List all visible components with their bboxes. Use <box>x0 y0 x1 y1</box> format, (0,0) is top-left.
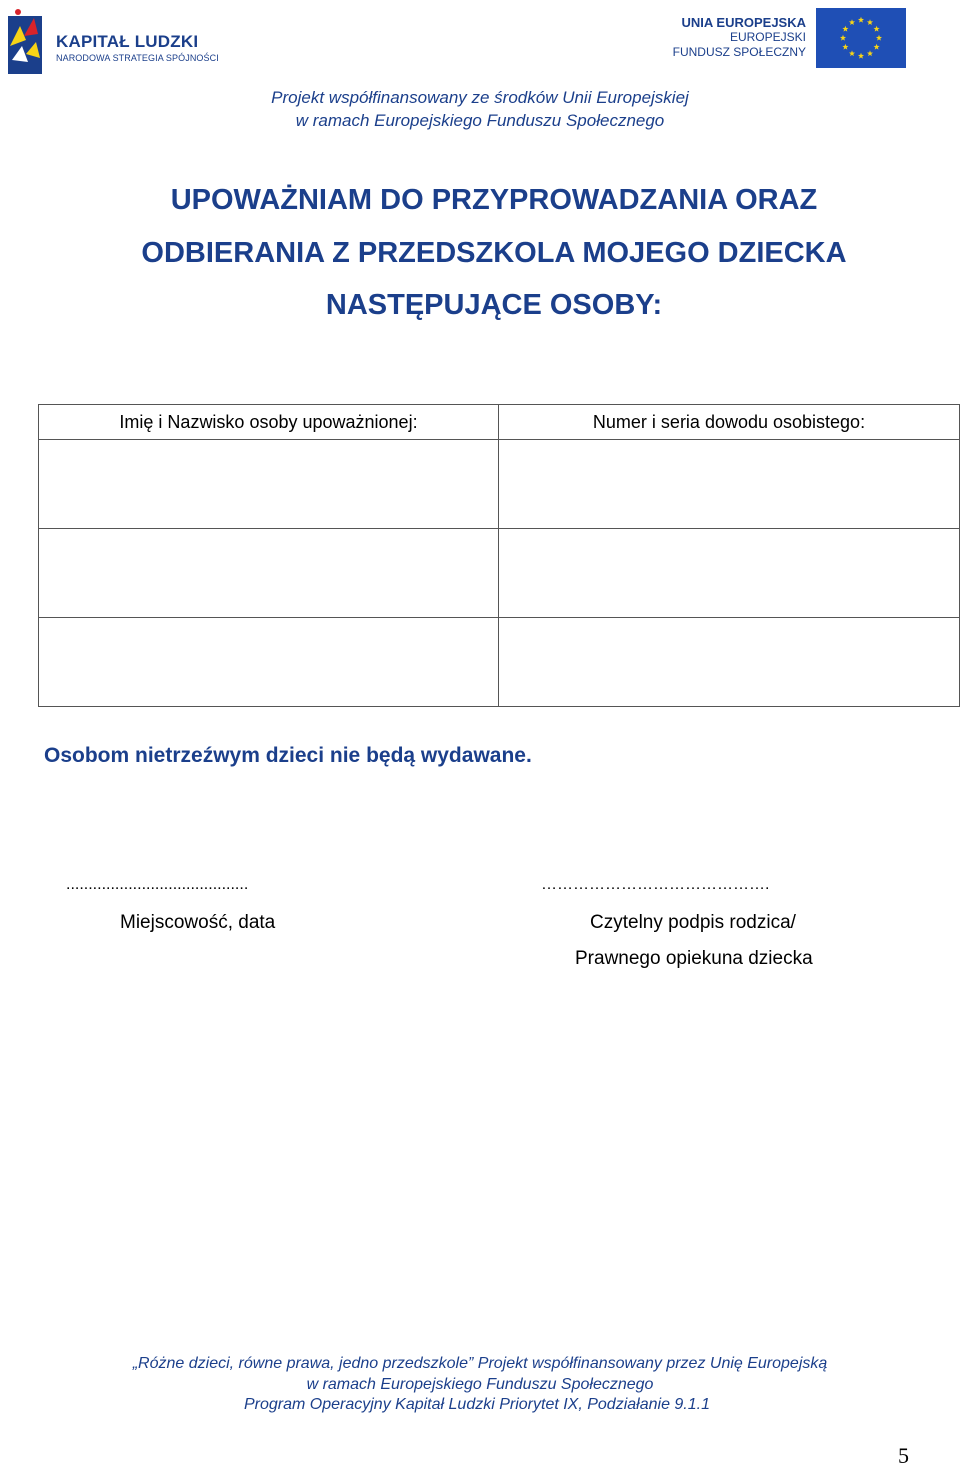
footer-line2: w ramach Europejskiego Funduszu Społecznego <box>306 1376 654 1393</box>
page-number: 5 <box>898 1443 909 1468</box>
kapital-ludzki-subtitle: NARODOWA STRATEGIA SPÓJNOŚCI <box>56 53 219 63</box>
place-date-line: ......................................... <box>66 876 249 893</box>
kapital-ludzki-emblem-icon <box>6 6 46 76</box>
eu-logo-text <box>673 15 806 60</box>
kapital-ludzki-title: KAPITAŁ LUDZKI <box>56 32 199 51</box>
name-cell[interactable] <box>39 618 499 707</box>
project-fund-line: w ramach Europejskiego Funduszu Społecznego <box>295 111 665 130</box>
table-header-row <box>39 405 960 440</box>
id-column-header: Numer i seria dowodu osobistego: <box>499 405 960 440</box>
kapital-ludzki-logo <box>6 6 219 76</box>
table-row <box>39 529 960 618</box>
footer-line1: „Różne dzieci, równe prawa, jedno przedszkole” Projekt współfinansowany przez Unię Europejską <box>132 1355 828 1372</box>
place-date-label: Miejscowość, data <box>120 912 276 933</box>
eu-logo <box>672 8 906 70</box>
signature-label-line2: Prawnego opiekuna dziecka <box>575 948 813 969</box>
id-cell[interactable] <box>499 529 960 618</box>
document-title-line1: UPOWAŻNIAM DO PRZYPROWADZANIA ORAZ <box>170 184 818 216</box>
table-row <box>39 618 960 707</box>
id-cell[interactable] <box>499 440 960 529</box>
name-cell[interactable] <box>39 440 499 529</box>
notice-text: Osobom nietrzeźwym dzieci nie będą wydawane. <box>44 744 532 767</box>
document-title-line3: NASTĘPUJĄCE OSOBY: <box>325 289 663 321</box>
signature-label-line1: Czytelny podpis rodzica/ <box>590 912 796 933</box>
project-cofinanced-line: Projekt współfinansowany ze środków Unii Europejskiej <box>271 88 689 107</box>
table-row <box>39 440 960 529</box>
name-column-header: Imię i Nazwisko osoby upoważnionej: <box>39 405 499 440</box>
eu-logo-line3: FUNDUSZ SPOŁECZNY <box>672 45 806 59</box>
name-cell[interactable] <box>39 529 499 618</box>
eu-flag-icon <box>816 8 906 68</box>
footer-line3: Program Operacyjny Kapitał Ludzki Priorytet IX, Podziałanie 9.1.1 <box>243 1396 710 1413</box>
eu-logo-line1: UNIA EUROPEJSKA <box>681 15 806 30</box>
document-title-line2: ODBIERANIA Z PRZEDSZKOLA MOJEGO DZIECKA <box>141 237 847 269</box>
authorized-persons-table <box>38 404 960 707</box>
signature-line: ……………………………………. <box>541 876 770 893</box>
id-cell[interactable] <box>499 618 960 707</box>
eu-logo-line2: EUROPEJSKI <box>729 30 806 44</box>
